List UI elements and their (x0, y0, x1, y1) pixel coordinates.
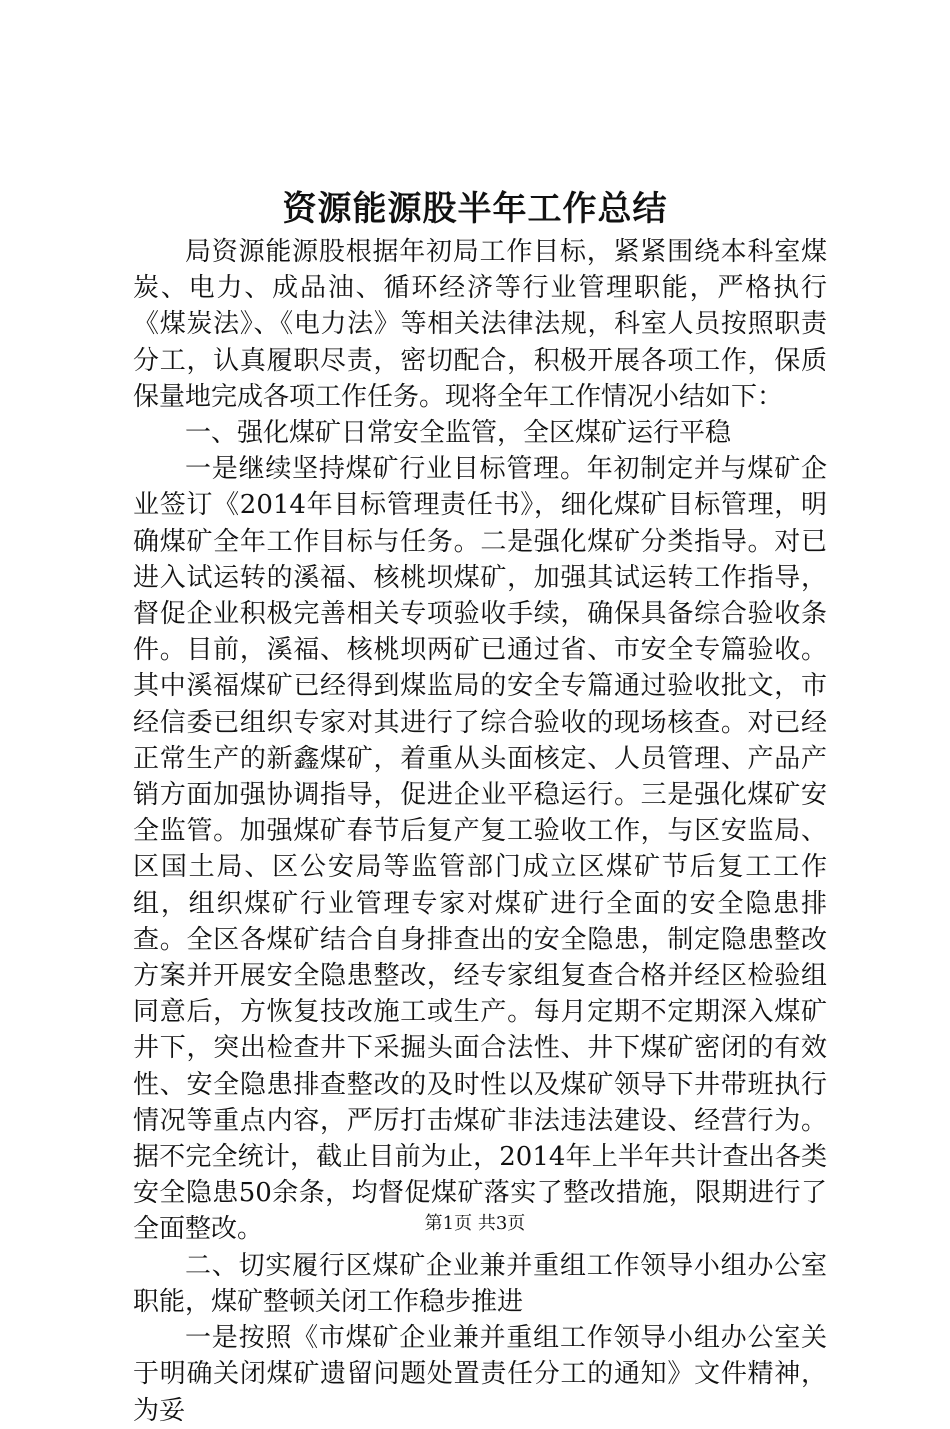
document-title: 资源能源股半年工作总结 (282, 189, 668, 229)
section-heading-1: 一、强化煤矿日常安全监管，全区煤矿运行平稳 (185, 418, 732, 449)
document-body (133, 234, 827, 1429)
section-2-paragraph: 一是按照《市煤矿企业兼并重组工作领导小组办公室关于明确关闭煤矿遗留问题处置责任分工的通知》文件精神，为妥 (133, 1323, 827, 1426)
section-heading-2: 二、切实履行区煤矿企业兼并重组工作领导小组办公室职能，煤矿整顿关闭工作稳步推进 (133, 1250, 827, 1317)
intro-paragraph: 局资源能源股根据年初局工作目标，紧紧围绕本科室煤炭、电力、成品油、循环经济等行业管理职能，严格执行《煤炭法》、《电力法》等相关法律法规，科室人员按照职责分工，认真履职尽责，密切配合，积极开展各项工作，保质保量地完成各项工作任务。现将全年工作情况小结如下： (133, 237, 827, 412)
section-1-paragraph: 一是继续坚持煤矿行业目标管理。年初制定并与煤矿企业签订《2014年目标管理责任书》，细化煤矿目标管理，明确煤矿全年工作目标与任务。二是强化煤矿分类指导。对已进入试运转的溪福、核桃坝煤矿，加强其试运转工作指导，督促企业积极完善相关专项验收手续，确保具备综合验收条件。目前，溪福、核桃坝两矿已通过省、市安全专篇验收。其中溪福煤矿已经得到煤监局的安全专篇通过验收批文，市经信委已组织专家对其进行了综合验收的现场核查。对已经正常生产的新鑫煤矿，着重从头面核定、人员管理、产品产销方面加强协调指导，促进企业平稳运行。三是强化煤矿安全监管。加强煤矿春节后复产复工验收工作，与区安监局、区国土局、区公安局等监管部门成立区煤矿节后复工工作组，组织煤矿行业管理专家对煤矿进行全面的安全隐患排查。全区各煤矿结合自身排查出的安全隐患，制定隐患整改方案并开展安全隐患整改，经专家组复查合格并经区检验组同意后，方恢复技改施工或生产。每月定期不定期深入煤矿井下，突出检查井下采掘头面合法性、井下煤矿密闭的有效性、安全隐患排查整改的及时性以及煤矿领导下井带班执行情况等重点内容，严厉打击煤矿非法违法建设、经营行为。据不完全统计，截止目前为止，2014年上半年共计查出各类安全隐患50余条，均督促煤矿落实了整改措施，限期进行了全面整改。 (133, 454, 827, 1245)
page-footer: 第1页 共3页 (424, 1213, 526, 1234)
